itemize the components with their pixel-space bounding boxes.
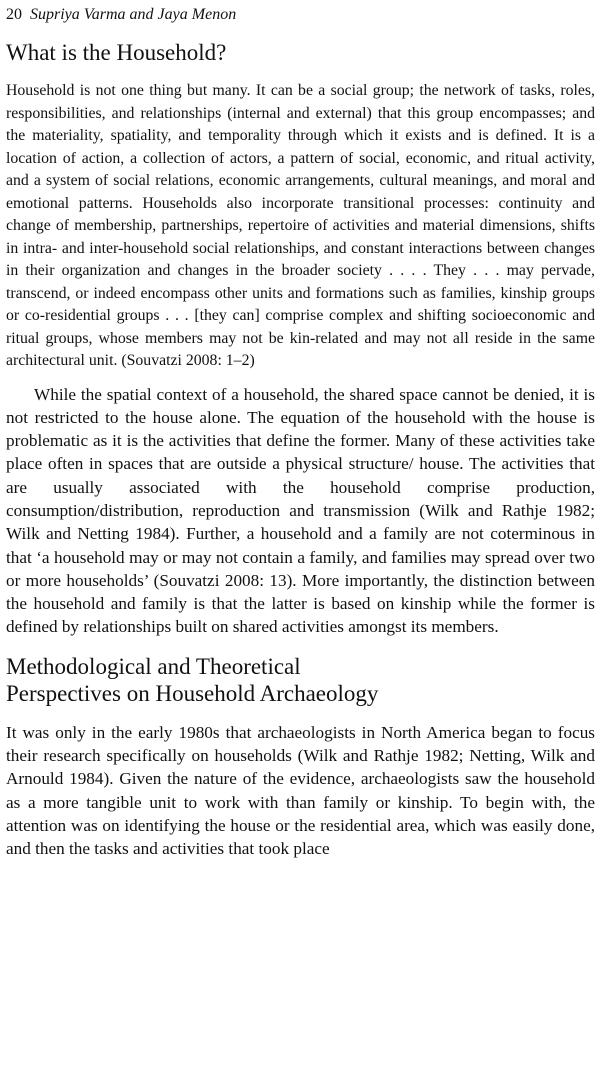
section-heading-methodological [6,653,595,707]
running-header [6,4,595,26]
section-heading-line-1: Methodological and Theoretical [6,653,301,679]
body-paragraph-spatial-context: While the spatial context of a household, the shared space cannot be denied, it is not restricted to the house alone. The equation of the household with the house is problematic as it is the activities that define the former. Many of these activities take place often in spaces that are outside a physical structure/ house. The activities that are usually associated with the household comprise production, consumption/distribution, reproduction and transmission (Wilk and Rathje 1982; Wilk and Netting 1984). Further, a household and a family are not coterminous in that ‘a household may or may not contain a family, and families may spread over two or more households’ (Souvatzi 2008: 13). More importantly, the distinction between the household and family is that the latter is based on kinship while the former is defined by relationships built on shared activities amongst its members. [6,384,595,637]
section-heading-line-2: Perspectives on Household Archaeology [6,680,379,706]
page-number: 20 [6,6,22,23]
body-paragraph-household-archaeology: It was only in the early 1980s that archaeologists in North America began to focus their research specifically on households (Wilk and Rathje 1982; Netting, Wilk and Arnould 1984). Given the nature of the evidence, archaeologists saw the household as a more tangible unit to work with than family or kinship. To begin with, the attention was on identifying the house or the residential area, which was easily done, and then the tasks and activities that took place [6,722,595,859]
section-heading-household: What is the Household? [6,40,227,65]
block-quote-souvatzi: Household is not one thing but many. It can be a social group; the network of tasks, roles, responsibilities, and relationships (internal and external) that this group encompasses; and the materiality, spatiality, and temporality through which it exists and is defined. It is a location of action, a collection of actors, a pattern of social, economic, and ritual activity, and a system of social relations, economic arrangements, cultural meanings, and moral and emotional patterns. Households also incorporate transitional processes: continuity and change of membership, partnerships, repertoire of activities and material dimensions, shifts in intra- and inter-household social relationships, and constant interactions between changes in their organization and changes in the broader society . . . . They . . . may pervade, transcend, or indeed encompass other units and formations such as families, kinship groups or co-residential groups . . . [they can] comprise complex and shifting socioeconomic and ritual groups, whose members may not be kin-related and may not all reside in the same architectural unit. (Souvatzi 2008: 1–2) [6,82,595,369]
running-header-authors: Supriya Varma and Jaya Menon [30,6,237,23]
